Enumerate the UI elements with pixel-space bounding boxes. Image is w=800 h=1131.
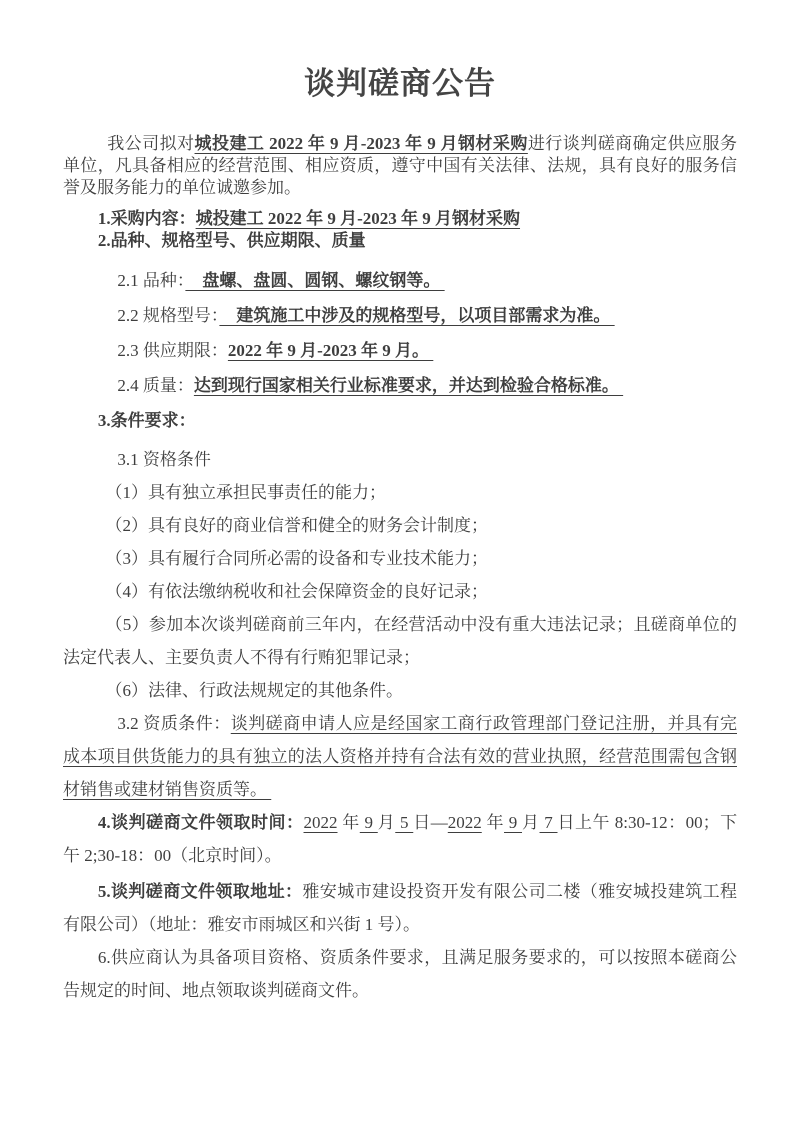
- spec-model-value: 建筑施工中涉及的规格型号，以项目部需求为准。: [219, 306, 615, 325]
- qualification-clause-4: [63, 575, 737, 608]
- clause-4-text: （4）有依法缴纳税收和社会保障资金的良好记录；: [105, 582, 488, 601]
- spec-quality-value: 达到现行国家相关行业标准要求，并达到检验合格标准。: [193, 376, 624, 395]
- clause-1-text: （1）具有独立承担民事责任的能力；: [105, 483, 386, 502]
- clause-5-text: （5）参加本次谈判磋商前三年内，在经营活动中没有重大违法记录；且磋商单位的法定代表人、主要负责人不得有行贿犯罪记录；: [63, 615, 737, 667]
- date1-month: 9: [359, 813, 378, 832]
- item-4-collection-time: [63, 806, 737, 872]
- spec-variety-label: 2.1 品种：: [117, 271, 186, 290]
- item-1-label: 1.采购内容：: [97, 209, 196, 228]
- clause-3-text: （3）具有履行合同所必需的设备和专业技术能力；: [105, 549, 488, 568]
- spec-quality-label: 2.4 质量：: [117, 376, 194, 395]
- intro-lead: 我公司拟对: [107, 134, 195, 153]
- qualification-clause-3: [63, 542, 737, 575]
- qualification-clause-5: [63, 608, 737, 674]
- intro-subject: 城投建工 2022 年 9 月-2023 年 9 月钢材采购: [194, 134, 528, 153]
- item-3-1-label: 3.1 资格条件: [117, 450, 211, 469]
- time-detail: 日上午 8:30-12：00；下午 2;30-18：00（北京时间）。: [63, 813, 738, 865]
- year-unit-2: 年: [481, 813, 505, 832]
- item-3-2-label: 3.2 资质条件：: [117, 714, 231, 733]
- qualification-clause-1: [63, 476, 737, 509]
- item-5-label: 5.谈判磋商文件领取地址：: [97, 882, 303, 901]
- item-6-text: 6.供应商认为具备项目资格、资质条件要求，且满足服务要求的，可以按照本磋商公告规定的时间、地点领取谈判磋商文件。: [63, 948, 737, 1000]
- spec-variety-value: 盘螺、盘圆、圆钢、螺纹钢等。: [185, 271, 445, 290]
- year-unit: 年: [337, 813, 360, 832]
- item-1-value: 城投建工 2022 年 9 月-2023 年 9 月钢材采购: [195, 209, 521, 228]
- spec-item-supply-period: [63, 334, 737, 367]
- item-3-2-qualification: [63, 707, 737, 806]
- item-5-value: 雅安城市建设投资开发有限公司二楼（雅安城投建筑工程有限公司）（地址：雅安市雨城区和兴街 1 号）。: [63, 882, 738, 934]
- intro-paragraph: [63, 133, 737, 199]
- item-3-2-value: 谈判磋商申请人应是经国家工商行政管理部门登记注册，并具有完成本项目供货能力的具有独立的法人资格并持有合法有效的营业执照，经营范围需包含钢材销售或建材销售资质等。: [63, 714, 737, 799]
- item-5-collection-address: [63, 875, 737, 941]
- clause-6-text: （6）法律、行政法规规定的其他条件。: [105, 681, 403, 700]
- qualification-clause-2: [63, 509, 737, 542]
- spec-item-quality: [63, 369, 737, 402]
- item-6-note: [63, 941, 737, 1007]
- item-3-heading: [63, 404, 737, 437]
- date1-year: 2022: [303, 813, 338, 832]
- item-4-label: 4.谈判磋商文件领取时间：: [97, 813, 304, 832]
- date1-day: 5: [395, 813, 414, 832]
- date2-day: 7: [539, 813, 558, 832]
- qualification-clause-6: [63, 674, 737, 707]
- spec-item-variety: [63, 264, 737, 297]
- month-unit: 月: [377, 813, 396, 832]
- spec-model-label: 2.2 规格型号：: [117, 306, 220, 325]
- date2-month: 9: [504, 813, 523, 832]
- intro-rest: 进行谈判磋商确定供应服务单位，凡具备相应的经营范围、相应资质，遵守中国有关法律、法规，具有良好的服务信誉及服务能力的单位诚邀参加。: [63, 134, 737, 197]
- date2-year: 2022: [447, 813, 482, 832]
- item-2-label: 2.品种、规格型号、供应期限、质量: [97, 231, 366, 250]
- spec-period-value: 2022 年 9 月-2023 年 9 月。: [227, 341, 434, 360]
- page-title: 谈判磋商公告: [304, 66, 496, 101]
- item-3-label: 3.条件要求：: [97, 411, 196, 430]
- date-range-dash: 日—: [413, 813, 448, 832]
- clause-2-text: （2）具有良好的商业信誉和健全的财务会计制度；: [105, 516, 488, 535]
- item-2-heading: [63, 230, 737, 252]
- item-1-procurement-content: [63, 208, 737, 230]
- month-unit-2: 月: [522, 813, 540, 832]
- spec-period-label: 2.3 供应期限：: [117, 341, 228, 360]
- spec-item-model: [63, 299, 737, 332]
- item-3-1-heading: [63, 443, 737, 476]
